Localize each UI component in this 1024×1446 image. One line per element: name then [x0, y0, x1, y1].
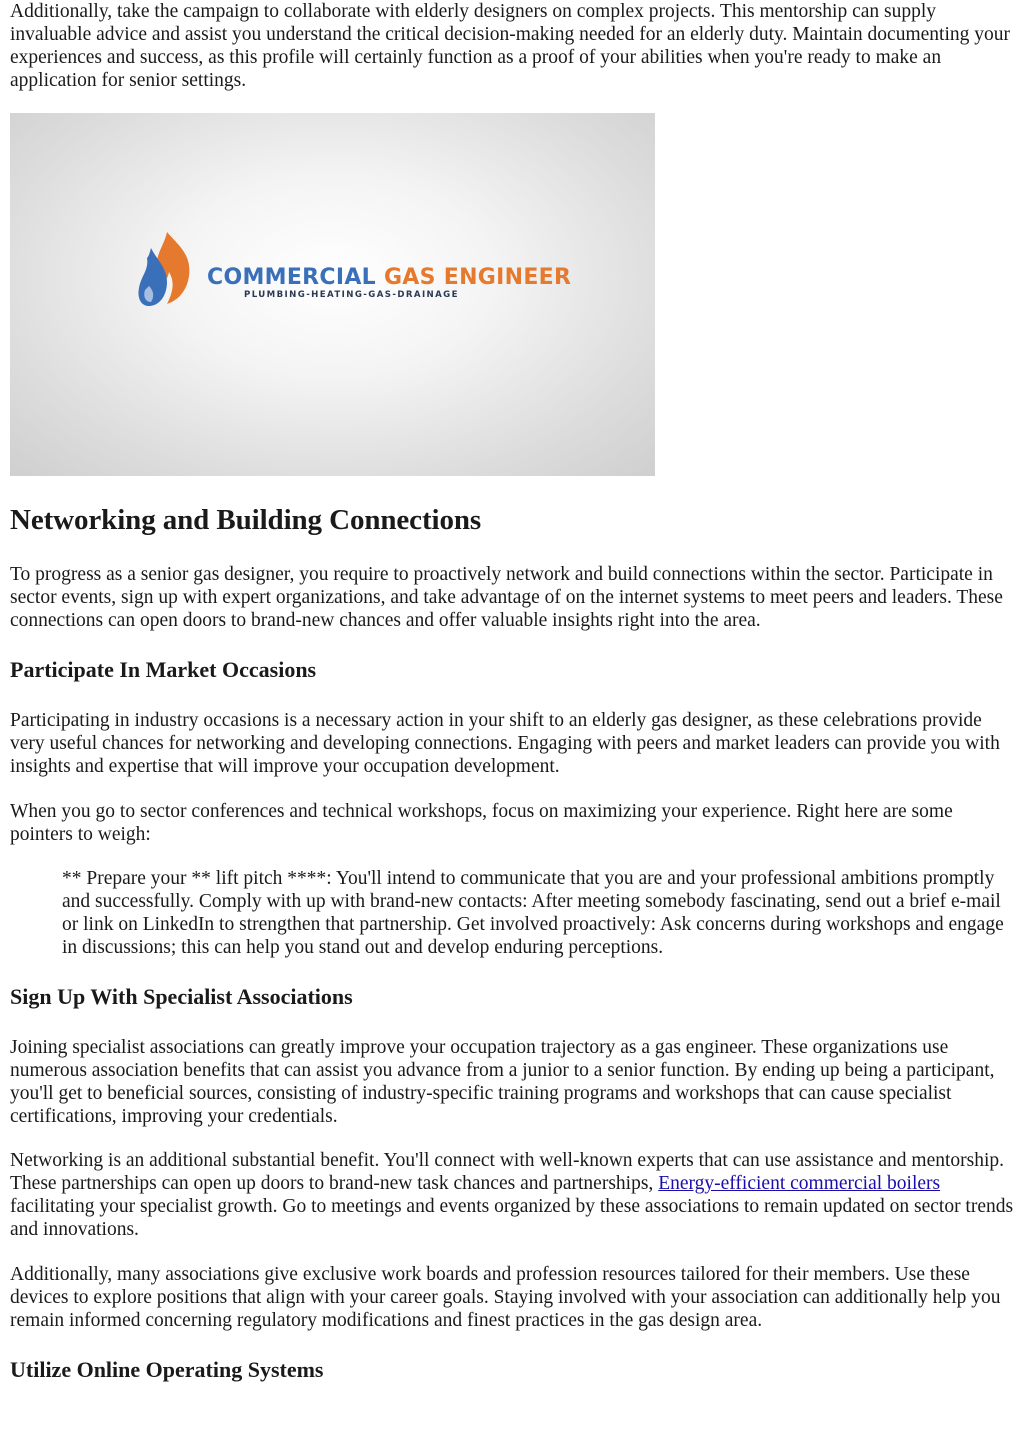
section-heading: Networking and Building Connections	[10, 504, 482, 536]
logo-word-gas-engineer: GAS ENGINEER	[383, 265, 572, 290]
hero-image	[10, 113, 655, 476]
paragraph-text: facilitating your specialist growth. Go to meetings and events organized by these associations to remain updated on sector trends and innovations.	[10, 1196, 1014, 1240]
intro-paragraph: Additionally, take the campaign to collaborate with elderly designers on complex projects. This mentorship can supply invaluable advice and assist you understand the critical decision-making needed for an elderly duty. Maintain documenting your experiences and success, as this profile will certainly function as a proof of your abilities when you're ready to make an application for senior settings.	[10, 1, 1010, 91]
company-logo	[137, 230, 572, 315]
energy-efficient-boilers-link[interactable]: Energy-efficient commercial boilers	[658, 1173, 941, 1194]
paragraph-with-link	[10, 1149, 1014, 1241]
paragraph: When you go to sector conferences and technical workshops, focus on maximizing your experience. Right here are some pointers to weigh:	[10, 801, 953, 845]
flame-icon	[137, 230, 195, 310]
section-online-platforms	[10, 1357, 1014, 1383]
logo-tagline: PLUMBING-HEATING-GAS-DRAINAGE	[244, 290, 459, 300]
paragraph: Participating in industry occasions is a necessary action in your shift to an elderly gas designer, as these celebrations provide very useful chances for networking and developing connections. Engaging with peers and market leaders can provide you with insights and expertise that will improve your occupation development.	[10, 710, 1000, 777]
paragraph: Joining specialist associations can greatly improve your occupation trajectory as a gas engineer. These organizations use numerous association benefits that can assist you advance from a junior to a senior function. By ending up being a participant, you'll get to beneficial sources, consisting of industry-specific training programs and workshops that can cause specialist certifications, improving your credentials.	[10, 1037, 995, 1127]
paragraph-text: Networking is an additional substantial benefit. You'll connect with well-known experts that can use assistance and mentorship. These partnerships can open up doors to brand-new task chances and partnerships,	[10, 1150, 1005, 1194]
logo-word-commercial: COMMERCIAL	[207, 265, 376, 290]
subsection-heading: Participate In Market Occasions	[10, 657, 317, 682]
section-industry-events	[10, 657, 1014, 683]
paragraph: To progress as a senior gas designer, you require to proactively network and build connections within the sector. Participate in sector events, sign up with expert organizations, and take advantage of on the internet systems to meet peers and leaders. These connections can open doors to brand-new chances and offer valuable insights right into the area.	[10, 564, 1003, 631]
blockquote-tips: ** Prepare your ** lift pitch ****: You'll intend to communicate that you are and your professional ambitions promptly and successfully. Comply with up with brand-new contacts: After meeting somebody fascinating, send out a brief e-mail or link on LinkedIn to strengthen that partnership. Get involved proactively: Ask concerns during workshops and engage in discussions; this can help you stand out and develop enduring perceptions.	[62, 868, 1004, 958]
subsection-heading: Utilize Online Operating Systems	[10, 1357, 324, 1382]
section-networking	[10, 503, 1014, 537]
subsection-heading: Sign Up With Specialist Associations	[10, 984, 353, 1009]
section-associations	[10, 984, 1014, 1010]
paragraph: Additionally, many associations give exclusive work boards and profession resources tailored for their members. Use these devices to explore positions that align with your career goals. Staying involved with your association can additionally help you remain informed concerning regulatory modifications and finest practices in the gas design area.	[10, 1264, 1001, 1331]
logo-wordmark	[207, 265, 571, 291]
